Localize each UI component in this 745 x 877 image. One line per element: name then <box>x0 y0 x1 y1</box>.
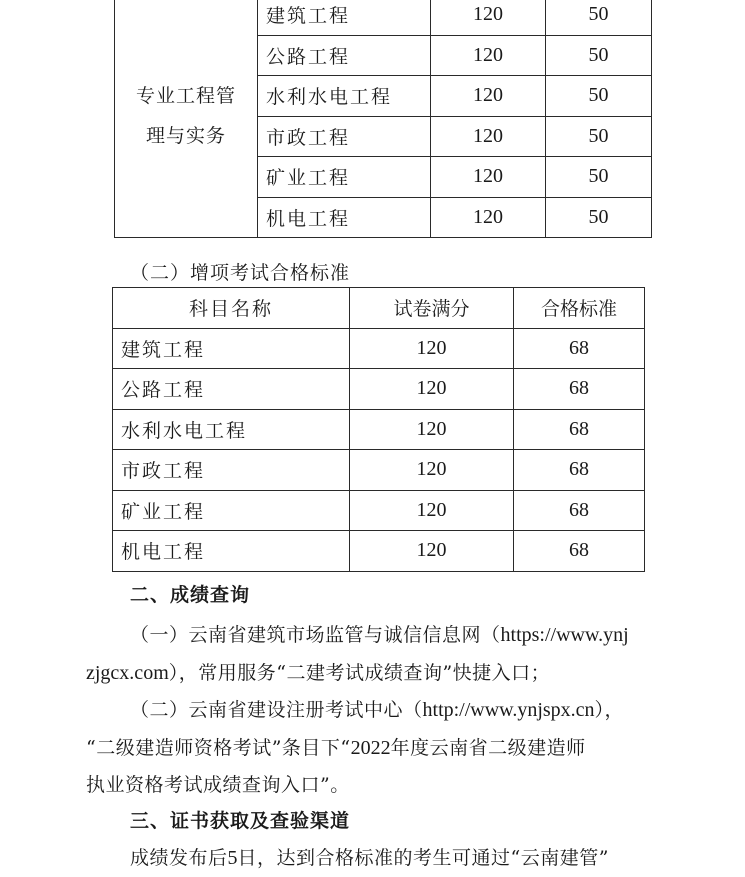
pass-score-cell: 50 <box>546 116 652 157</box>
subject-cell: 机电工程 <box>258 197 431 238</box>
category-line: 专业工程管 <box>135 85 236 107</box>
text-span: 日，达到合格标准的考生可通过“云南建管” <box>237 847 609 869</box>
pass-score-cell: 68 <box>514 328 645 369</box>
full-score-cell: 120 <box>350 450 514 491</box>
pass-score-cell: 68 <box>514 409 645 450</box>
full-score-cell: 120 <box>431 116 546 157</box>
paragraph-line <box>130 620 629 647</box>
paragraph-line <box>130 695 624 722</box>
full-score-cell: 120 <box>431 35 546 76</box>
text-span: （二）云南省建设注册考试中心（ <box>130 699 423 721</box>
column-header: 试卷满分 <box>350 288 514 329</box>
table-header-row <box>113 288 645 329</box>
category-cell <box>115 0 258 238</box>
subject-cell: 市政工程 <box>258 116 431 157</box>
full-score-cell: 120 <box>431 157 546 198</box>
subject-cell: 建筑工程 <box>113 328 350 369</box>
subject-cell: 建筑工程 <box>258 0 431 35</box>
section-heading-certificate: 三、证书获取及查验渠道 <box>130 810 351 832</box>
full-score-cell: 120 <box>350 328 514 369</box>
subject-cell: 机电工程 <box>113 531 350 572</box>
subject-cell: 市政工程 <box>113 450 350 491</box>
subject-cell: 水利水电工程 <box>258 76 431 117</box>
paragraph-line <box>86 733 586 760</box>
table-row <box>115 0 652 35</box>
section-heading-score-query: 二、成绩查询 <box>130 584 251 606</box>
full-score-cell: 120 <box>350 490 514 531</box>
pass-score-cell: 50 <box>546 197 652 238</box>
subject-cell: 矿业工程 <box>258 157 431 198</box>
subject-cell: 矿业工程 <box>113 490 350 531</box>
table-row <box>113 328 645 369</box>
day-number: 5 <box>227 847 238 869</box>
pass-score-cell: 50 <box>546 35 652 76</box>
paragraph-line <box>130 843 609 870</box>
full-score-cell: 120 <box>350 409 514 450</box>
year-number: 2022 <box>350 737 391 759</box>
additional-exam-standard-table <box>112 287 645 572</box>
full-score-cell: 120 <box>431 0 546 35</box>
text-span: ），常用服务“二建考试成绩查询”快捷入口； <box>168 662 551 684</box>
category-line: 理与实务 <box>145 125 226 147</box>
text-span: 年度云南省二级建造师 <box>390 737 586 759</box>
pass-score-cell: 50 <box>546 76 652 117</box>
text-span: 成绩发布后 <box>130 847 228 869</box>
pass-score-cell: 68 <box>514 369 645 410</box>
full-score-cell: 120 <box>350 531 514 572</box>
column-header: 合格标准 <box>514 288 645 329</box>
exam-standard-table-continued <box>114 0 652 238</box>
subject-cell: 水利水电工程 <box>113 409 350 450</box>
pass-score-cell: 68 <box>514 450 645 491</box>
text-span: （一）云南省建筑市场监管与诚信信息网（ <box>130 624 501 646</box>
subsection-heading: （二）增项考试合格标准 <box>130 262 351 284</box>
paragraph-line <box>86 658 550 685</box>
column-header: 科目名称 <box>113 288 350 329</box>
full-score-cell: 120 <box>350 369 514 410</box>
table-row <box>113 450 645 491</box>
subject-cell: 公路工程 <box>113 369 350 410</box>
paragraph-line: 执业资格考试成绩查询入口”。 <box>86 774 350 796</box>
pass-score-cell: 68 <box>514 531 645 572</box>
full-score-cell: 120 <box>431 197 546 238</box>
subject-cell: 公路工程 <box>258 35 431 76</box>
table-row <box>113 369 645 410</box>
table-row <box>113 531 645 572</box>
url-link[interactable]: zjgcx.com <box>86 662 169 684</box>
full-score-cell: 120 <box>431 76 546 117</box>
pass-score-cell: 50 <box>546 157 652 198</box>
url-link[interactable]: http://www.ynjspx.cn <box>422 699 595 721</box>
url-link[interactable]: https://www.ynj <box>500 624 629 646</box>
table-row <box>113 409 645 450</box>
text-span: ）， <box>594 699 625 721</box>
text-span: “二级建造师资格考试”条目下“ <box>86 737 351 759</box>
table-row <box>113 490 645 531</box>
pass-score-cell: 68 <box>514 490 645 531</box>
pass-score-cell: 50 <box>546 0 652 35</box>
